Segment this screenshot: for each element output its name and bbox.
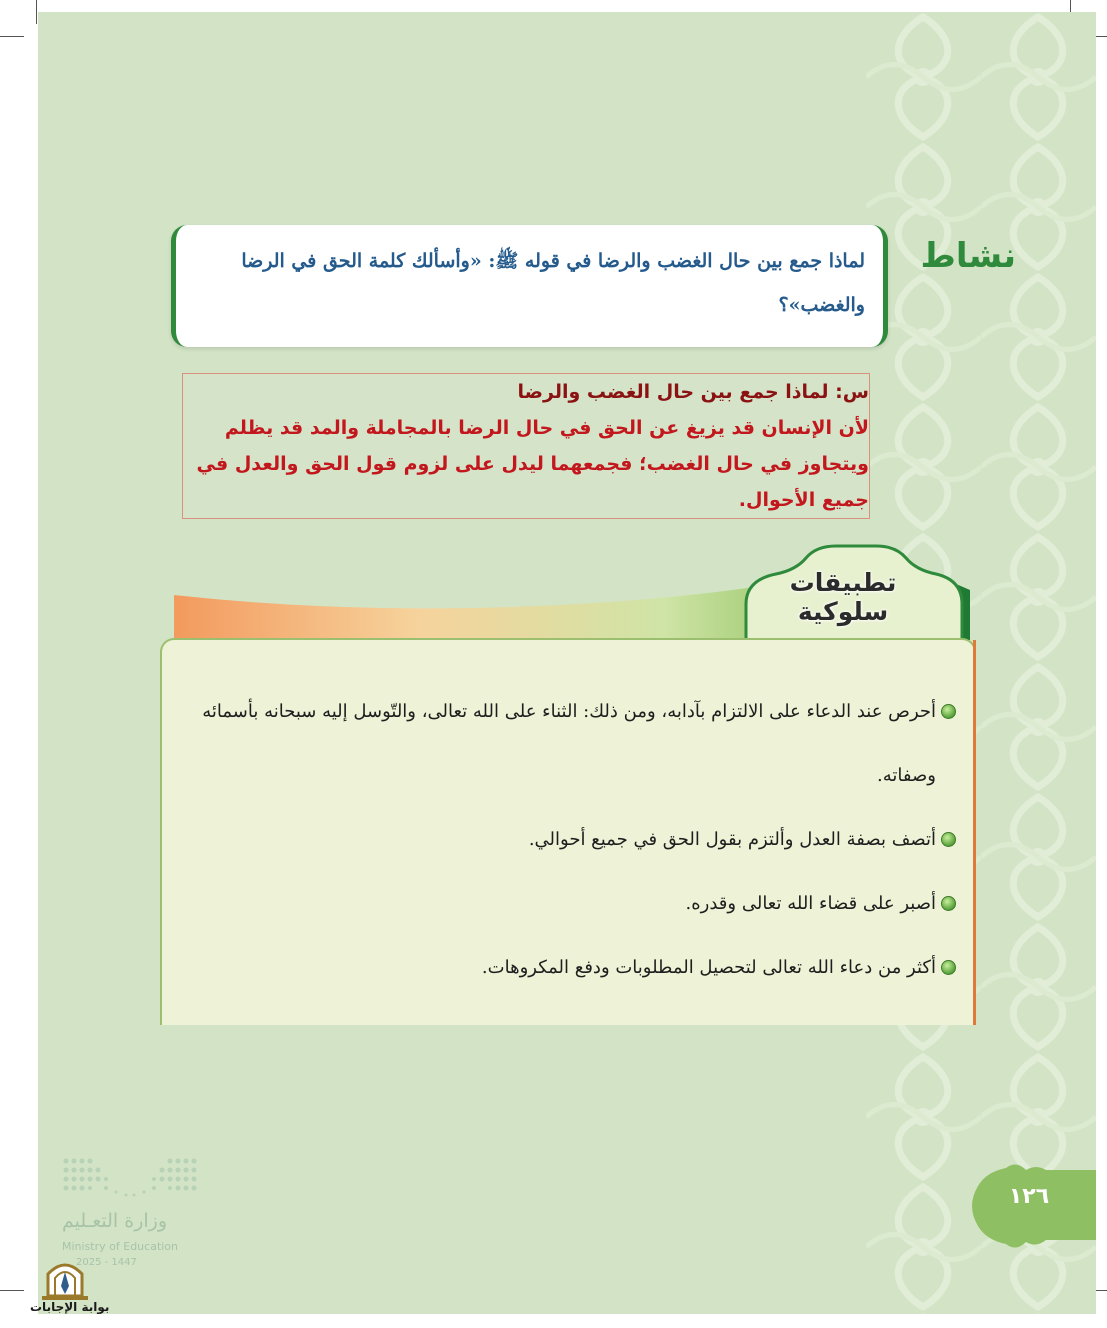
answer-content <box>189 374 869 518</box>
list-item-text: أصبر على قضاء الله تعالى وقدره. <box>685 893 936 914</box>
list-item <box>184 872 956 936</box>
list-item-text: أتصف بصفة العدل وألتزم بقول الحق في جميع أحوالي. <box>528 829 936 850</box>
ministry-name-english: Ministry of Education <box>62 1240 179 1253</box>
activity-question-text: لماذا جمع بين حال الغضب والرضا في قوله ﷺ: «وأسألك كلمة الحق في الرضا والغضب»؟ <box>241 250 865 316</box>
ministry-name-arabic: وزارة التعـليم <box>62 1210 168 1232</box>
activity-question-box <box>171 225 888 347</box>
list-item-text: أحرص عند الدعاء على الالتزام بآدابه، ومن ذلك: الثناء على الله تعالى، والتّوسل إليه سبحانه بأسمائه وصفاته. <box>202 701 936 786</box>
ministry-logo-icon <box>62 1157 198 1201</box>
answer-text: لأن الإنسان قد يزيغ عن الحق في حال الرضا بالمجاملة والمد قد يظلم ويتجاوز في حال الغضب؛ فجمعهما ليدل على لزوم قول الحق والعدل في جميع الأحوال. <box>196 417 869 511</box>
textbook-page <box>38 12 1096 1314</box>
page-number: ١٢٦ <box>1008 1184 1050 1209</box>
crop-mark <box>36 0 37 24</box>
list-item <box>184 808 956 872</box>
list-item-text: أكثر من دعاء الله تعالى لتحصيل المطلوبات ودفع المكروهات. <box>481 957 936 978</box>
bullet-icon <box>941 704 956 719</box>
list-item <box>184 680 956 808</box>
bullet-icon <box>941 960 956 975</box>
site-watermark-text: بوابة الإجابات <box>30 1300 110 1314</box>
activity-label: نشاط <box>920 236 1016 276</box>
list-item <box>184 936 956 1000</box>
bullet-icon <box>941 832 956 847</box>
crop-mark <box>0 36 24 37</box>
bullet-icon <box>941 896 956 911</box>
applications-panel <box>160 638 976 1025</box>
applications-list <box>184 680 956 1000</box>
answer-box <box>182 373 870 519</box>
ministry-year: 2025 - 1447 <box>76 1257 137 1268</box>
crop-mark <box>0 1290 24 1291</box>
answer-question: س: لماذا جمع بين حال الغضب والرضا <box>517 381 869 403</box>
applications-title: تطبيقات سلوكية <box>789 568 897 626</box>
